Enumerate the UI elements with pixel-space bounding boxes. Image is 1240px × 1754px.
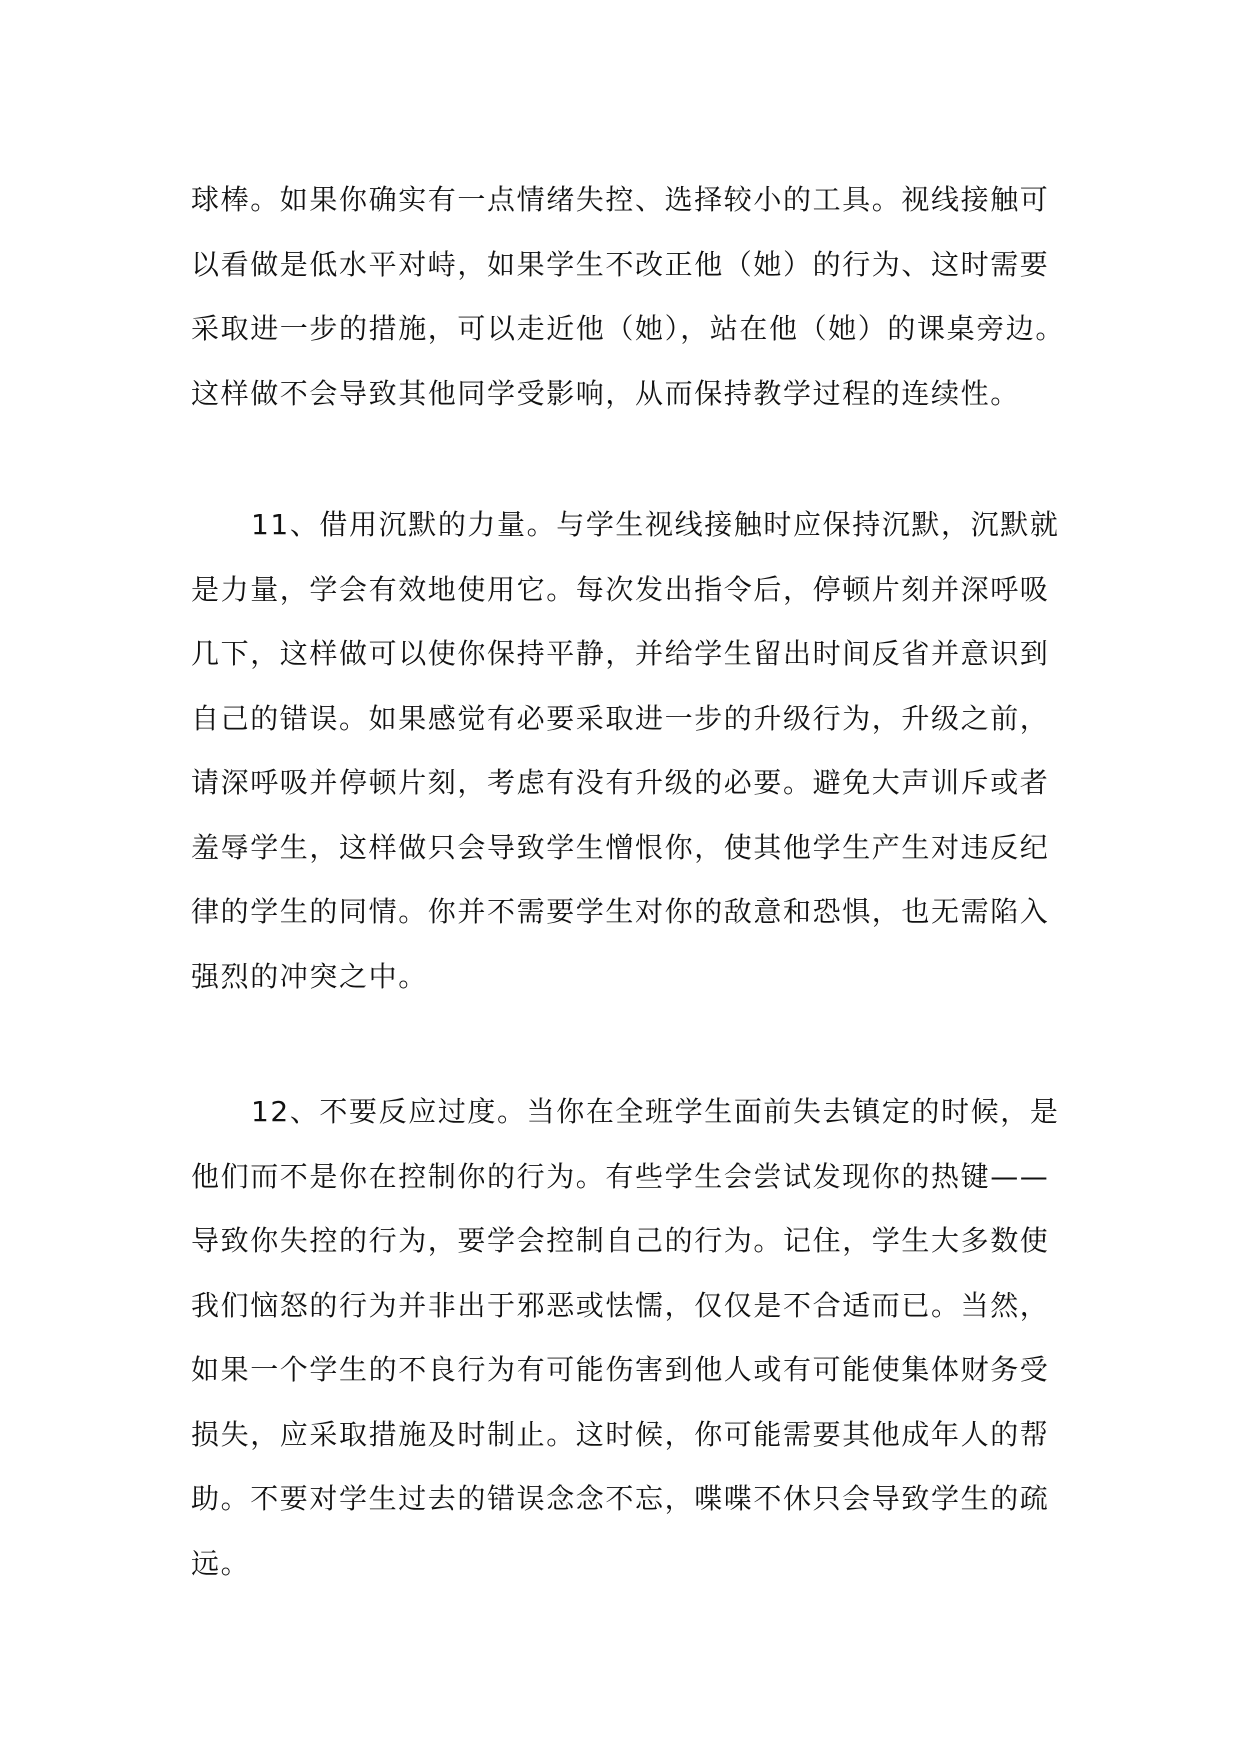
text-line: 请深呼吸并停顿片刻，考虑有没有升级的必要。避免大声训斥或者: [191, 766, 1050, 799]
text-line: 11、借用沉默的力量。与学生视线接触时应保持沉默，沉默就: [251, 508, 1060, 541]
text-line: 损失，应采取措施及时制止。这时候，你可能需要其他成年人的帮: [191, 1417, 1050, 1451]
text-line: 是力量，学会有效地使用它。每次发出指令后，停顿片刻并深呼吸: [191, 572, 1050, 606]
text-line: 我们恼怒的行为并非出于邪恶或怯懦，仅仅是不合适而已。当然，: [191, 1288, 1050, 1322]
text-line: 强烈的冲突之中。: [191, 959, 428, 993]
text-line: 这样做不会导致其他同学受影响，从而保持教学过程的连续性。: [191, 376, 1020, 410]
text-line: 球棒。如果你确实有一点情绪失控、选择较小的工具。视线接触可: [191, 183, 1050, 216]
paragraph-continuation: [191, 168, 1071, 426]
text-line: 自己的错误。如果感觉有必要采取进一步的升级行为，升级之前，: [191, 701, 1050, 735]
text-line: 采取进一步的措施，可以走近他（她），站在他（她）的课桌旁边。: [191, 312, 1066, 345]
text-line: 助。不要对学生过去的错误念念不忘，喋喋不休只会导致学生的疏: [191, 1482, 1050, 1515]
text-line: 如果一个学生的不良行为有可能伤害到他人或有可能使集体财务受: [191, 1353, 1050, 1386]
text-line: 几下，这样做可以使你保持平静，并给学生留出时间反省并意识到: [191, 637, 1050, 670]
text-line: 远。: [191, 1546, 251, 1580]
paragraph-11-silence: [191, 493, 1071, 1009]
text-line: 导致你失控的行为，要学会控制自己的行为。记住，学生大多数使: [191, 1224, 1050, 1257]
text-line: 律的学生的同情。你并不需要学生对你的敌意和恐惧，也无需陷入: [191, 895, 1050, 928]
text-line: 12、不要反应过度。当你在全班学生面前失去镇定的时候，是: [251, 1095, 1060, 1128]
text-line: 羞辱学生，这样做只会导致学生憎恨你，使其他学生产生对违反纪: [191, 830, 1050, 864]
text-line: 他们而不是你在控制你的行为。有些学生会尝试发现你的热键——: [191, 1159, 1050, 1193]
text-line: 以看做是低水平对峙，如果学生不改正他（她）的行为、这时需要: [191, 247, 1050, 281]
paragraph-12-overreact: [191, 1080, 1071, 1596]
